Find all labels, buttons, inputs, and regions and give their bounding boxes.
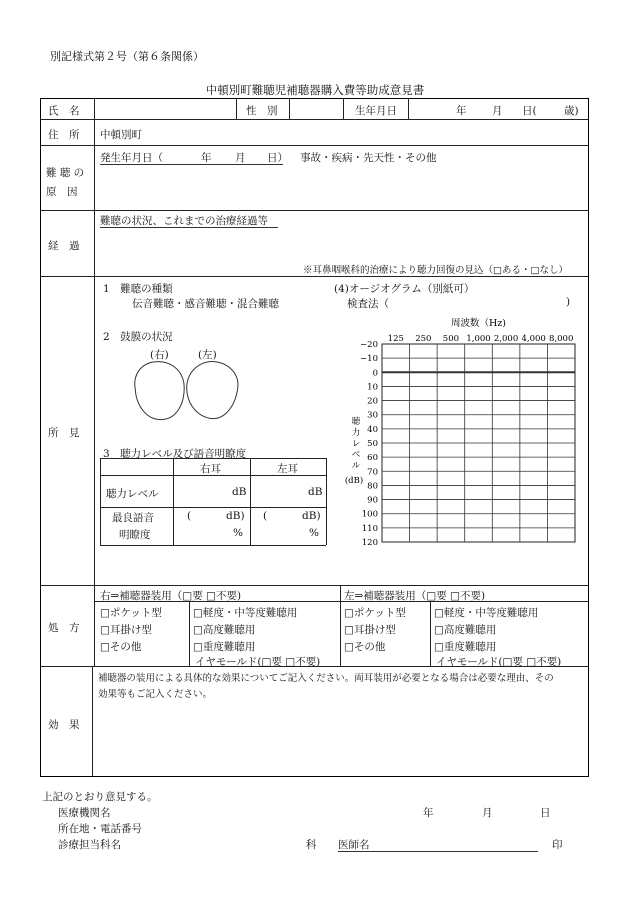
audiogram-frequency-tick: 250 [415,334,432,344]
name-field[interactable] [98,100,234,118]
left-speech-percent[interactable]: % [309,527,319,539]
left-aid-heading[interactable]: 左⇒補聴器装用（□要 □不要) [344,590,486,602]
col-right-ear: 右耳 [200,463,221,475]
left-grade-profound[interactable]: □重度難聴用 [434,641,497,653]
effect-label: 効 果 [48,719,80,731]
row-speech-1: 最良語音 [112,512,154,524]
hearing-level-title: 3 聴力レベル及び語音明瞭度 [103,448,247,460]
right-grade-profound[interactable]: □重度難聴用 [193,641,256,653]
form-title: 中頓別町難聴児補聴器購入費等助成意見書 [205,83,425,97]
audiogram-level-tick: 100 [361,509,378,520]
right-speech-percent[interactable]: % [233,527,243,539]
form-number: 別記様式第２号（第６条関係） [50,50,204,63]
right-speech-open: ( [187,510,192,522]
date-year: 年 [423,807,434,819]
left-speech-db[interactable]: dB) [302,510,321,522]
col-left-ear: 左耳 [277,463,298,475]
audiogram-chart[interactable] [340,314,580,550]
onset-day: 日） [267,152,288,164]
audiogram-frequency-tick: 125 [387,334,404,344]
audiogram-frequency-tick: 1,000 [466,334,491,344]
birth-age-label: 歳) [564,105,579,117]
audiogram-level-tick: 0 [372,368,378,379]
audiogram-frequency-tick: 4,000 [521,334,546,344]
prescription-label: 処 方 [48,622,80,634]
department-label: 診療担当科名 [58,839,121,851]
doctor-label: 医師名 [338,839,370,851]
audiogram-ylabel-char: 聴 [351,417,361,427]
eardrum-left-label: (左) [198,349,217,361]
hearing-type-options[interactable]: 伝音難聴・感音難聴・混合難聴 [132,298,279,310]
right-level-unit[interactable]: dB [232,486,247,498]
audiogram-ylabel-char: 力 [351,428,361,438]
audiogram-title: (4)オージオグラム（別紙可） [334,283,475,295]
left-type-pocket[interactable]: □ポケット型 [344,607,406,619]
right-type-other[interactable]: □その他 [100,641,142,653]
onset-month: 月 [235,152,246,164]
recovery-note[interactable]: ※耳鼻咽喉科的治療により聴力回復の見込（□ある・□なし） [303,265,568,276]
right-aid-heading[interactable]: 右⇒補聴器装用（□要 □不要) [100,590,242,602]
audiogram-frequency-tick: 2,000 [493,334,519,344]
audiogram-level-tick: 40 [367,424,378,435]
audiogram-level-tick: 90 [367,495,378,506]
audiogram-frequency-tick: 500 [442,334,460,344]
birth-label: 生年月日 [355,105,397,117]
effect-instructions-1: 補聴器の装用による具体的な効果についてご記入ください。両耳装用が必要となる場合は必要な理由、その [98,673,554,684]
eardrum-title: 2 鼓膜の状況 [103,331,173,343]
audiogram-frequency-title: 周波数（Hz) [451,318,506,329]
hearing-type-title: 1 難聴の種類 [103,283,173,295]
audiogram-ylabel-char: レ [351,439,361,449]
cause-label-2: 原 因 [46,186,78,198]
date-month: 月 [482,807,493,819]
department-suffix: 科 [306,839,317,851]
findings-label: 所 見 [48,427,80,439]
effect-instructions-2: 効果等もご記入ください。 [98,689,213,700]
birth-year-label: 年 [456,105,467,117]
left-grade-severe[interactable]: □高度難聴用 [434,624,497,636]
test-method-label: 検査法（ [347,298,389,310]
left-earmold[interactable]: イヤモールド(□要 □不要) [436,656,562,668]
audiogram-level-tick: 60 [367,453,378,464]
left-speech-open: ( [263,510,268,522]
right-type-pocket[interactable]: □ポケット型 [100,607,162,619]
row-speech-2: 明瞭度 [119,529,151,541]
left-type-other[interactable]: □その他 [344,641,386,653]
right-earmold[interactable]: イヤモールド(□要 □不要) [195,656,321,668]
date-day: 日 [540,807,551,819]
audiogram-level-tick: 80 [367,481,378,492]
right-grade-mild[interactable]: □軽度・中等度難聴用 [193,607,298,619]
audiogram-ylabel-char: ル [351,461,361,471]
seal-mark: 印 [552,839,563,851]
audiogram-level-tick: −20 [360,340,378,350]
audiogram-yunit: (dB) [344,476,364,486]
eardrum-left-drawing[interactable] [184,359,241,421]
address-value[interactable]: 中頓別町 [100,129,142,141]
row-hearing-level: 聴力レベル [106,488,159,500]
eardrum-right-drawing[interactable] [132,359,188,423]
eardrum-right-label: (右) [150,349,169,361]
left-type-ear[interactable]: □耳掛け型 [344,624,396,636]
effect-text-area[interactable] [96,702,584,772]
sex-field[interactable] [292,100,340,118]
onset-year: 年 [201,152,212,164]
cause-options[interactable]: 事故・疾病・先天性・その他 [300,152,437,164]
audiogram-level-tick: 70 [367,467,378,478]
course-heading: 難聴の状況、これまでの治療経過等 [100,215,268,227]
sex-label: 性 別 [246,105,278,117]
test-method-close: ) [566,296,571,308]
address-label: 住 所 [48,129,80,141]
audiogram-level-tick: 120 [361,538,378,548]
statement: 上記のとおり意見する。 [42,791,158,803]
audiogram-level-tick: 30 [367,410,378,421]
birth-day-label: 日( [522,105,537,117]
audiogram-level-tick: 20 [367,396,378,407]
audiogram-frequency-tick: 8,000 [549,334,574,344]
audiogram-level-tick: 110 [361,523,378,534]
onset-label: 発生年月日（ [100,152,163,164]
right-type-ear[interactable]: □耳掛け型 [100,624,152,636]
audiogram-level-tick: −10 [360,354,378,365]
audiogram-level-tick: 50 [367,439,378,449]
doctor-signature-line[interactable] [338,851,538,852]
left-grade-mild[interactable]: □軽度・中等度難聴用 [434,607,539,619]
left-level-unit[interactable]: dB [308,486,323,498]
institution-label: 医療機関名 [58,807,111,819]
audiogram-ylabel-char: ベ [351,450,361,460]
right-grade-severe[interactable]: □高度難聴用 [193,624,256,636]
address-phone-label: 所在地・電話番号 [58,823,142,835]
name-label: 氏 名 [48,105,80,117]
birth-month-label: 月 [492,105,503,117]
right-speech-db[interactable]: dB) [226,510,245,522]
cause-label-1: 難 聴 の [46,167,85,179]
audiogram-level-tick: 10 [367,382,378,393]
course-label: 経 過 [48,240,80,252]
